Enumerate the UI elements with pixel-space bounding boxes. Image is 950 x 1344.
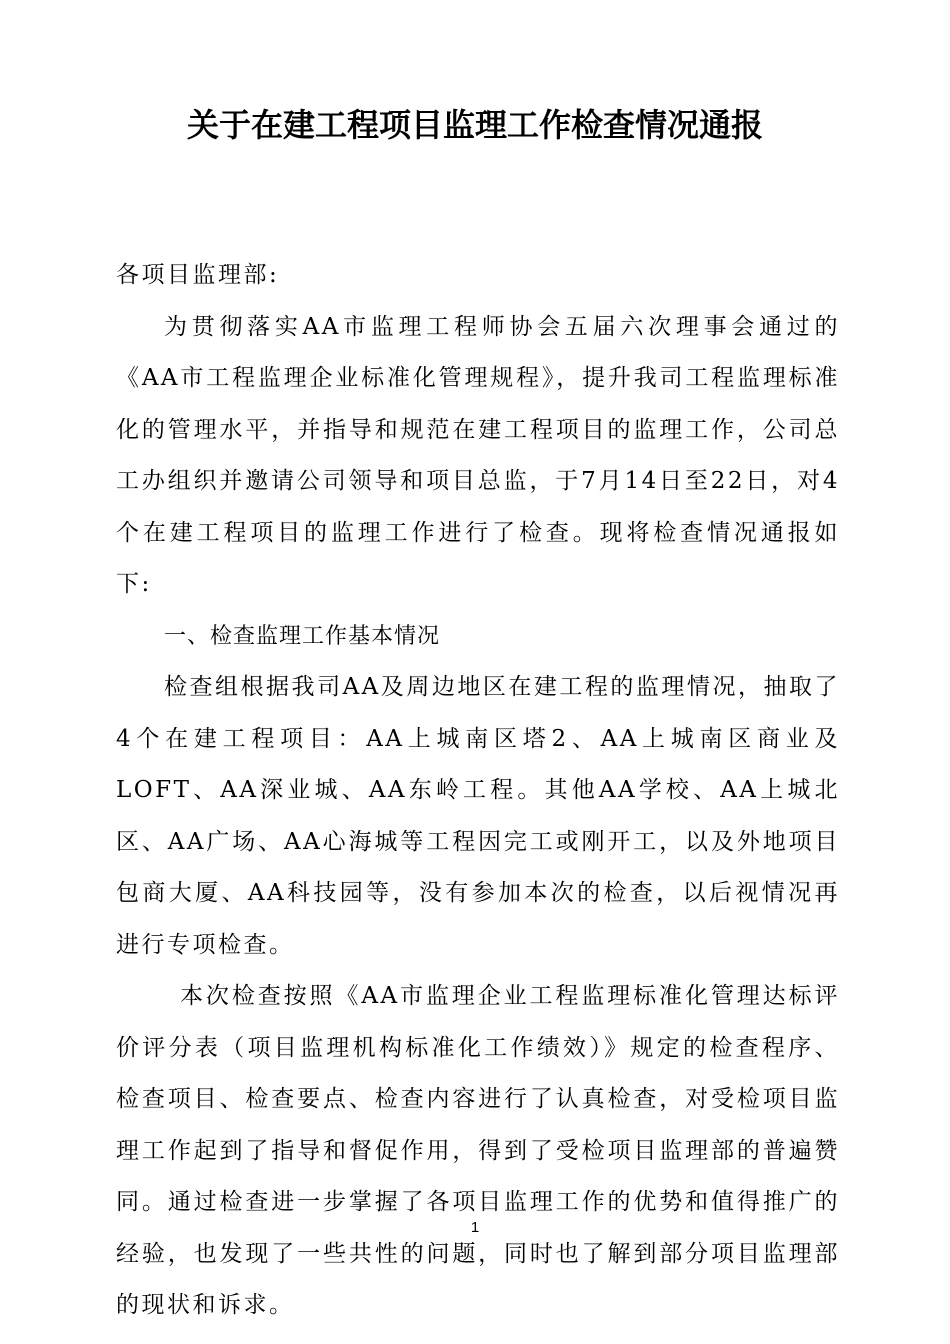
section-paragraph-2: 本次检查按照《AA市监理企业工程监理标准化管理达标评价评分表（项目监理机构标准化工作绩效）》规定的检查程序、检查项目、检查要点、检查内容进行了认真检查，对受检项目监理工作起到了指导和督促作用，得到了受检项目监理部的普遍赞同。通过检查进一步掌握了各项目监理工作的优势和值得推广的经验，也发现了一些共性的问题，同时也了解到部分项目监理部的现状和诉求。 [116, 983, 840, 1318]
section-heading: 一、检查监理工作基本情况 [164, 623, 441, 649]
intro-paragraph: 为贯彻落实AA市监理工程师协会五届六次理事会通过的《AA市工程监理企业标准化管理规程》，提升我司工程监理标准化的管理水平，并指导和规范在建工程项目的监理工作，公司总工办组织并邀请公司领导和项目总监，于7月14日至22日，对4个在建工程项目的监理工作进行了检查。现将检查情况通报如下: [116, 313, 840, 597]
document-title: 关于在建工程项目监理工作检查情况通报 [186, 106, 763, 144]
section-paragraph-1: 检查组根据我司AA及周边地区在建工程的监理情况，抽取了4个在建工程项目：AA上城南区塔2、AA上城南区商业及LOFT、AA深业城、AA东岭工程。其他AA学校、AA上城北区、AA广场、AA心海城等工程因完工或刚开工，以及外地项目包商大厦、AA科技园等，没有参加本次的检查，以后视情况再进行专项检查。 [116, 674, 840, 958]
page-number: 1 [470, 1219, 480, 1236]
salutation: 各项目监理部: [116, 262, 280, 288]
document-body [116, 250, 840, 1332]
